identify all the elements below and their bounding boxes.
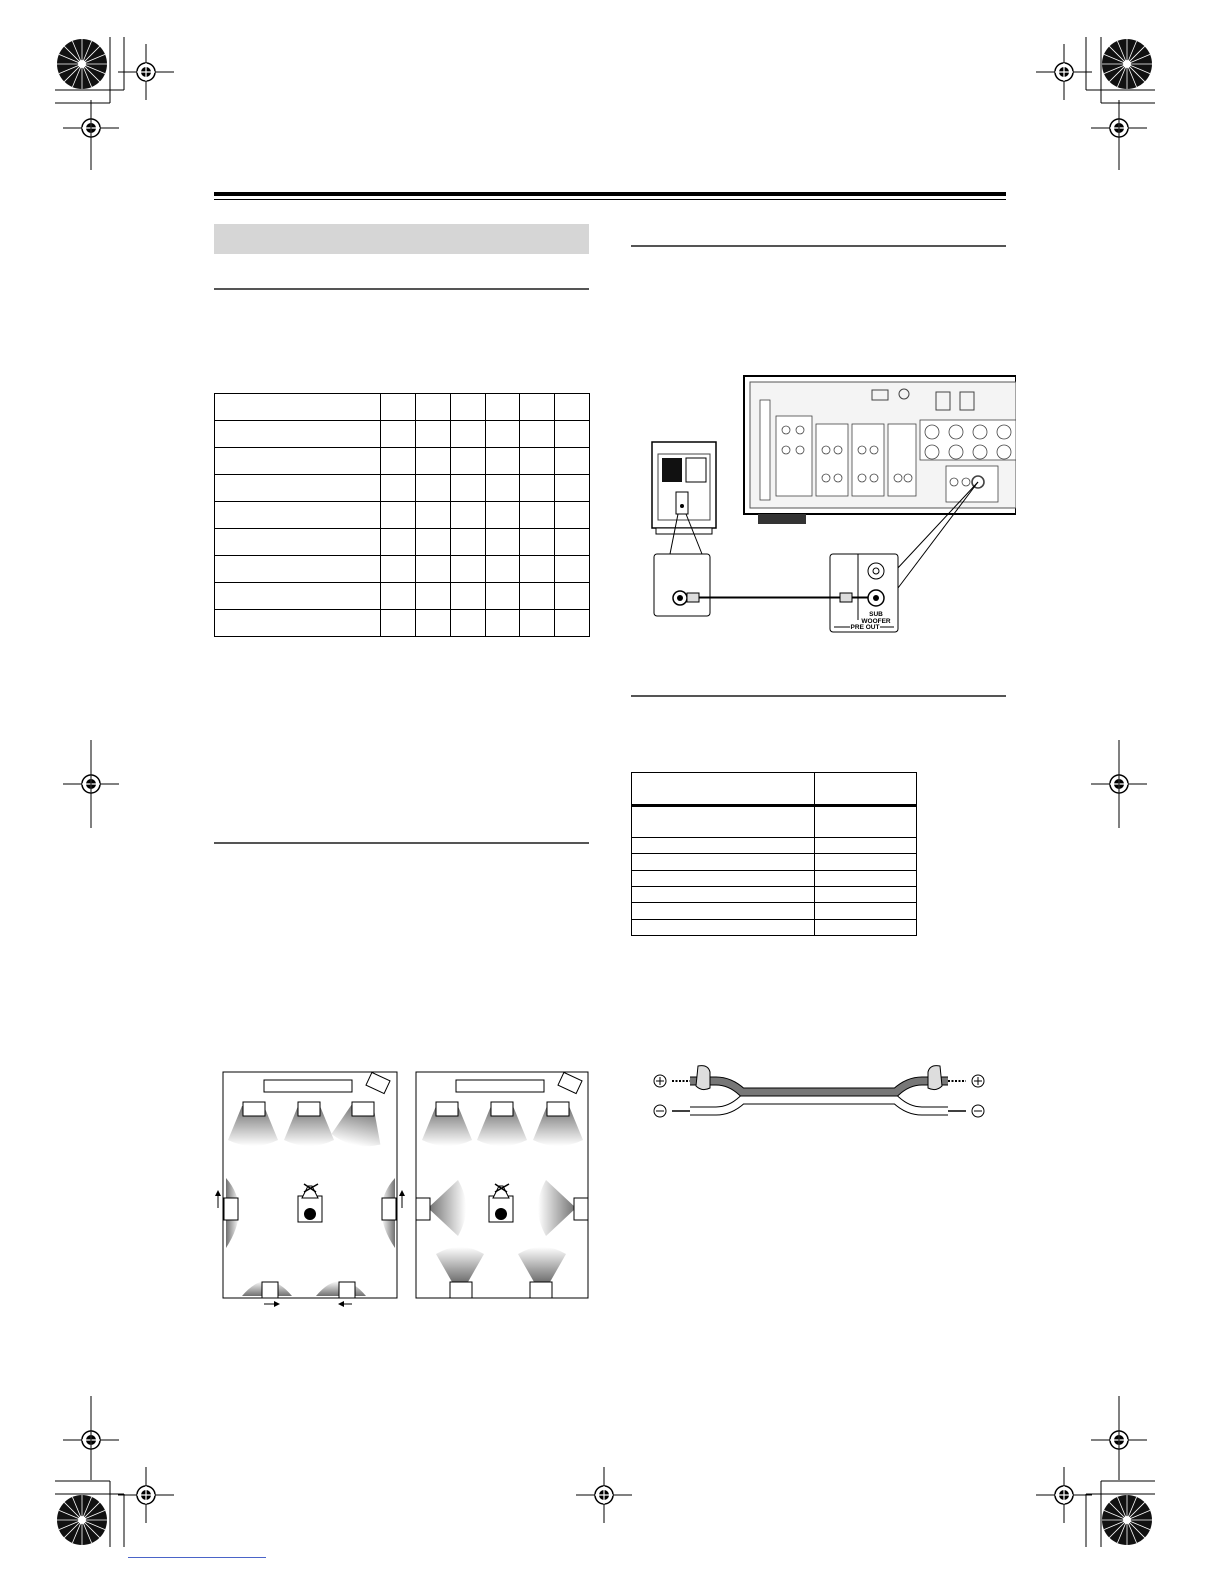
table-cell — [555, 583, 590, 610]
table-cell — [520, 475, 555, 502]
table-cell — [555, 394, 590, 421]
table-cell — [520, 421, 555, 448]
header-rule-thick — [214, 192, 1006, 196]
table-cell — [485, 421, 520, 448]
table-cell — [485, 502, 520, 529]
table-cell — [381, 556, 416, 583]
subwoofer-unit — [652, 442, 716, 534]
section-heading-band — [214, 224, 589, 254]
table-cell — [450, 583, 485, 610]
table-row — [632, 887, 917, 903]
table-cell — [815, 854, 917, 870]
table-cell — [415, 502, 450, 529]
table-cell — [450, 448, 485, 475]
table-row — [632, 838, 917, 854]
table-cell — [520, 583, 555, 610]
table-cell — [815, 887, 917, 903]
table-cell — [555, 421, 590, 448]
table-row — [632, 805, 917, 838]
sub-woofer-label-1: SUB — [869, 611, 883, 618]
table-cell — [485, 529, 520, 556]
table-cell — [215, 421, 381, 448]
table-cell — [555, 610, 590, 637]
table-row — [632, 870, 917, 886]
table-cell — [215, 529, 381, 556]
table-cell — [555, 556, 590, 583]
table-cell — [520, 448, 555, 475]
table-cell — [415, 610, 450, 637]
table-cell — [381, 394, 416, 421]
table-cell — [381, 583, 416, 610]
table-row — [632, 854, 917, 870]
table-cell — [215, 475, 381, 502]
table-cell — [555, 475, 590, 502]
placement-diagram-a — [215, 1072, 405, 1307]
subsection-rule-3 — [631, 245, 1006, 247]
placement-diagram-b — [416, 1072, 588, 1298]
subsection-rule-2 — [214, 842, 589, 844]
table-cell — [215, 556, 381, 583]
table-cell — [520, 502, 555, 529]
table-cell — [450, 502, 485, 529]
table-cell — [555, 448, 590, 475]
table-cell — [450, 610, 485, 637]
table-cell — [520, 610, 555, 637]
table-cell — [381, 475, 416, 502]
table-row — [215, 610, 590, 637]
impedance-table — [631, 772, 917, 936]
speaker-placement-diagrams — [212, 1068, 592, 1310]
table-cell — [485, 556, 520, 583]
table-row — [215, 502, 590, 529]
subwoofer-connection-diagram — [640, 370, 1016, 638]
table-cell — [381, 448, 416, 475]
table-cell — [485, 610, 520, 637]
speaker-cable-diagram — [646, 1058, 992, 1128]
table-cell — [381, 502, 416, 529]
table-cell — [450, 421, 485, 448]
table-row — [215, 475, 590, 502]
table-row — [632, 773, 917, 806]
table-cell — [815, 870, 917, 886]
table-cell — [632, 854, 815, 870]
table-row — [215, 421, 590, 448]
subsection-rule-4 — [631, 695, 1006, 697]
table-cell — [450, 556, 485, 583]
table-cell — [632, 919, 815, 935]
table-cell — [632, 903, 815, 919]
table-cell — [215, 394, 381, 421]
table-cell — [632, 805, 815, 838]
table-cell — [485, 475, 520, 502]
table-cell — [632, 887, 815, 903]
table-cell — [815, 919, 917, 935]
table-cell — [450, 475, 485, 502]
table-cell — [215, 583, 381, 610]
table-cell — [415, 583, 450, 610]
table-cell — [381, 529, 416, 556]
table-row — [215, 529, 590, 556]
table-cell — [815, 773, 917, 806]
table-cell — [415, 556, 450, 583]
table-cell — [381, 421, 416, 448]
table-cell — [450, 394, 485, 421]
sub-woofer-label-2: WOOFER — [861, 618, 891, 625]
table-cell — [415, 448, 450, 475]
receiver-rear-panel — [744, 376, 1016, 524]
table-row — [215, 394, 590, 421]
table-cell — [632, 773, 815, 806]
table-cell — [415, 529, 450, 556]
footer-link-underline — [128, 1557, 266, 1558]
table-cell — [415, 475, 450, 502]
table-cell — [632, 838, 815, 854]
pre-out-label: PRE OUT — [850, 624, 880, 631]
table-row — [215, 448, 590, 475]
table-cell — [815, 805, 917, 838]
table-cell — [450, 529, 485, 556]
table-cell — [520, 529, 555, 556]
table-cell — [520, 556, 555, 583]
table-cell — [485, 448, 520, 475]
table-cell — [215, 448, 381, 475]
table-cell — [555, 502, 590, 529]
table-row — [215, 556, 590, 583]
table-cell — [215, 610, 381, 637]
table-cell — [215, 502, 381, 529]
table-row — [215, 583, 590, 610]
table-cell — [381, 610, 416, 637]
table-cell — [632, 870, 815, 886]
table-row — [632, 919, 917, 935]
table-cell — [415, 421, 450, 448]
table-cell — [520, 394, 555, 421]
table-row — [632, 903, 917, 919]
table-cell — [415, 394, 450, 421]
header-rule-thin — [214, 199, 1006, 200]
table-cell — [555, 529, 590, 556]
table-cell — [485, 394, 520, 421]
subsection-rule-1 — [214, 288, 589, 290]
table-cell — [485, 583, 520, 610]
speaker-configuration-table — [214, 393, 590, 637]
table-cell — [815, 903, 917, 919]
table-cell — [815, 838, 917, 854]
